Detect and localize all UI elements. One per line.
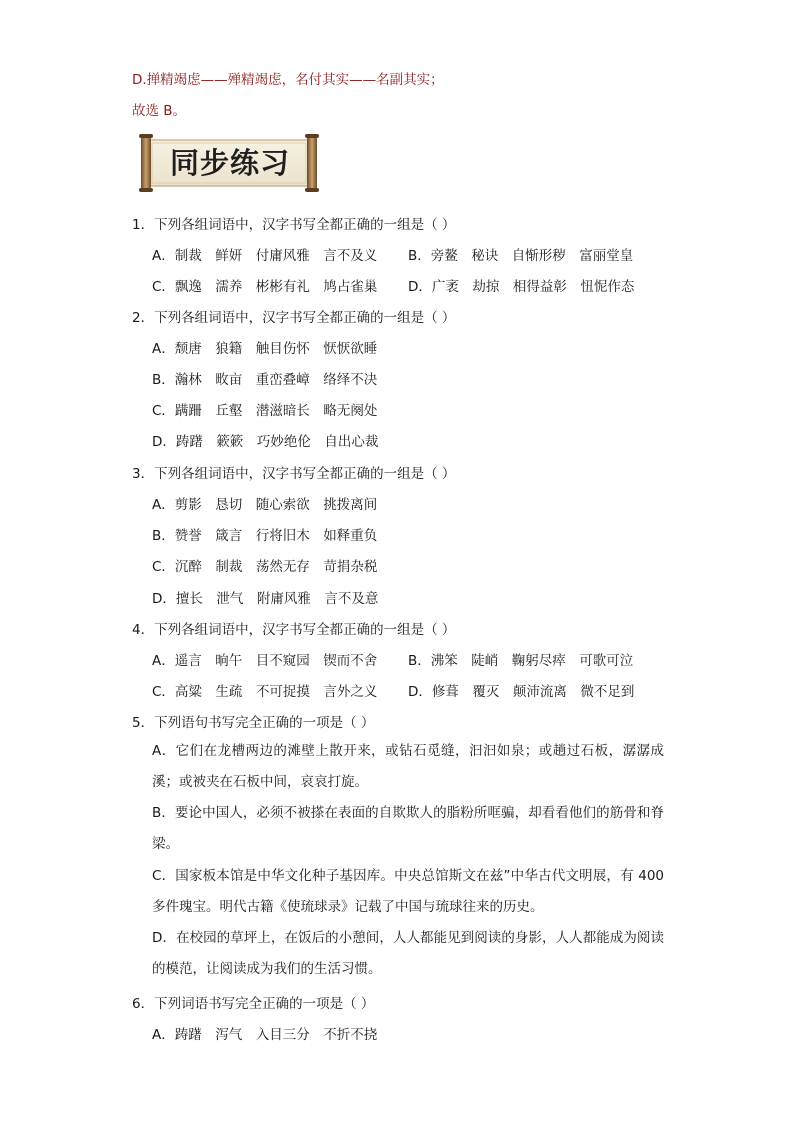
question-option: B．沸笨 陡峭 鞠躬尽瘁 可歌可泣 <box>408 653 634 669</box>
question-option: D．修葺 覆灭 颠沛流离 微不足到 <box>408 684 635 700</box>
question-option: B．旁鳌 秘诀 自惭形秽 富丽堂皇 <box>408 248 634 264</box>
question-option: D．踌躇 簌簌 巧妙绝伦 自出心裁 <box>152 434 379 450</box>
question-option: C．高粱 生疏 不可捉摸 言外之义 <box>152 684 378 700</box>
question-option: A．剪影 恳切 随心索欲 挑拨离间 <box>152 497 378 513</box>
question-option: B．瀚林 畋亩 重峦叠嶂 络绎不决 <box>152 372 378 388</box>
question-option: A．制裁 鲜妍 付庸风雅 言不及义 <box>152 248 378 264</box>
question-option: A．它们在龙槽两边的滩壁上散开来，或钻石觅缝，汩汩如泉；或趟过石板，潺潺成溪；或被夹在石板中间，哀哀打旋。 <box>152 743 664 790</box>
question-option: A．颓唐 狼籍 触目伤怀 恹恹欲睡 <box>152 341 378 357</box>
question-option: D．在校园的草坪上，在饭后的小憩间，人人都能见到阅读的身影，人人都能成为阅读的模范，让阅读成为我们的生活习惯。 <box>152 930 664 977</box>
question-stem: 6．下列词语书写完全正确的一项是（ ） <box>132 996 375 1012</box>
question-option: A．遥言 晌午 目不窥园 锲而不舍 <box>152 653 378 669</box>
question-option: D．擅长 泄气 附庸风雅 言不及意 <box>152 591 379 607</box>
question-option: C．沉醉 制裁 荡然无存 苛捐杂税 <box>152 559 378 575</box>
question-option: B．要论中国人，必须不被搽在表面的自欺欺人的脂粉所哐骗，却看看他们的筋骨和脊梁。 <box>152 805 664 852</box>
question-option: C．飘逸 濡养 彬彬有礼 鸠占雀巢 <box>152 279 378 295</box>
question-stem: 2．下列各组词语中，汉字书写全都正确的一组是（ ） <box>132 310 456 326</box>
question-option: D．广袤 劫掠 相得益彰 忸怩作态 <box>408 279 635 295</box>
question-option: C．国家板本馆是中华文化种子基因库。中央总馆斯文在兹”中华古代文明展，有 400 多件瑰宝。明代古籍《使琉球录》记载了中国与琉球往来的历史。 <box>152 868 664 915</box>
answer-explanation-line: D.掸精竭虑——殚精竭虑，名付其实——名副其实； <box>132 72 444 88</box>
answer-conclusion-line: 故选 B。 <box>132 103 187 119</box>
question-stem: 5．下列语句书写完全正确的一项是（ ） <box>132 715 375 731</box>
banner-title: 同步练习 <box>169 146 290 180</box>
question-stem: 1．下列各组词语中，汉字书写全都正确的一组是（ ） <box>132 217 456 233</box>
question-option: A．踌躇 泻气 入目三分 不折不挠 <box>152 1027 378 1043</box>
section-banner <box>138 134 320 192</box>
question-option: B．赞誉 箴言 行将旧木 如释重负 <box>152 528 378 544</box>
question-stem: 3．下列各组词语中，汉字书写全都正确的一组是（ ） <box>132 466 456 482</box>
question-stem: 4．下列各组词语中，汉字书写全都正确的一组是（ ） <box>132 622 456 638</box>
question-option: C．蹒跚 丘壑 潜滋暗长 略无阕处 <box>152 403 378 419</box>
